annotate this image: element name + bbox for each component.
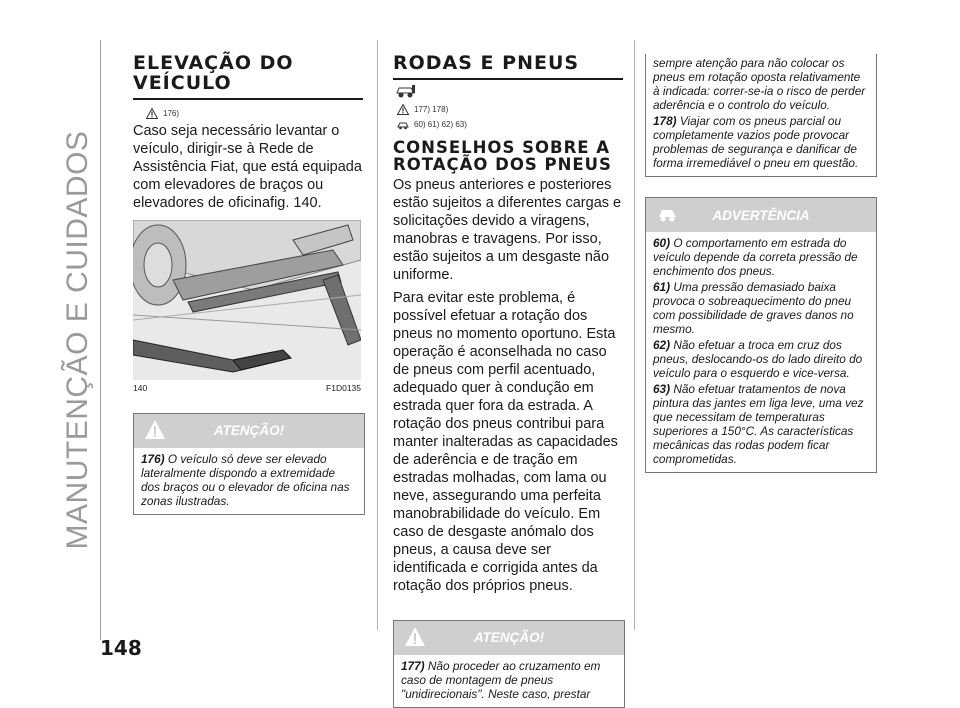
- warning-item-number: 176): [141, 451, 165, 466]
- page-number: 148: [100, 636, 142, 660]
- heading-line-2: VEÍCULO: [133, 71, 232, 94]
- warning-item-176: [141, 452, 357, 508]
- section-side-title: MANUTENÇÃO E CUIDADOS: [61, 130, 94, 550]
- notice-item-text: Uma pressão demasiado baixa provoca o sobreaquecimento do pneu com possibilidade de graves danos no mesmo.: [653, 280, 854, 336]
- column-wheels: [393, 54, 623, 708]
- figure-caption: [133, 383, 361, 393]
- warning-triangle-icon: [144, 419, 166, 441]
- warning-item-text: Viajar com os pneus parcial ou completamente vazios pode provocar problemas de segurança e danificar de forma irremediável o pneu em questão.: [653, 114, 859, 170]
- car-icon-row: [395, 83, 623, 104]
- notice-header: [646, 198, 876, 232]
- warning-item-text: Não proceder ao cruzamento em caso de montagem de pneus "unidirecionais". Neste caso, prestar: [401, 658, 601, 701]
- heading-rule: [133, 98, 363, 100]
- warning-item-number: 177): [401, 658, 425, 673]
- heading-wheels-tyres: RODAS E PNEUS: [393, 52, 580, 74]
- reference-line-1: [397, 104, 623, 115]
- warning-triangle-icon: [404, 626, 426, 648]
- warning-header: [394, 621, 624, 655]
- rotation-paragraph-1: Os pneus anteriores e posteriores estão sujeitos a diferentes cargas e solicitações devido a viragens, manobras e travagens. Por isso, estão sujeitos a um desgaste não uniforme.: [393, 176, 622, 283]
- warning-triangle-icon: [397, 104, 409, 115]
- heading-rule: [393, 78, 623, 80]
- warning-title: ATENÇÃO!: [473, 630, 545, 646]
- warning-body: [134, 448, 364, 514]
- notice-item-number: 60): [653, 236, 671, 250]
- column-divider-2: [634, 40, 635, 630]
- notice-item: [653, 338, 869, 380]
- warning-box-177: [393, 620, 625, 708]
- notice-item: [653, 280, 869, 336]
- warning-body: [394, 655, 624, 707]
- figure-code: F1D0135: [326, 382, 361, 393]
- rotation-paragraph-2: Para evitar este problema, é possível efetuar a rotação dos pneus no momento oportuno. Esta operação é aconselhada no caso de pneus com perfil acentuado, adequado quer à condução em estrada quer fora da estrada. A rotação dos pneus contribui para manter inalteradas as capacidades de aderência e de tração em estradas molhadas, com lama ou neve, assegurando uma perfeita manobrabilidade do veículo. Em caso de desgaste anómalo dos pneus, a causa deve ser identificada e corrigida antes da rotação dos próprios pneus.: [393, 289, 618, 594]
- lift-illustration: [133, 220, 361, 380]
- lifting-paragraph: Caso seja necessário levantar o veículo, dirigir-se à Rede de Assistência Fiat, que está equipada com elevadores de braços ou elevadores de oficinafig. 140.: [133, 122, 362, 211]
- subheading-line-1: CONSELHOS SOBRE A: [393, 137, 611, 157]
- reference-numbers: 176): [163, 108, 180, 118]
- vehicle-underbody-drawing: [133, 220, 361, 380]
- notice-item: [653, 236, 869, 278]
- notice-item-text: Não efetuar tratamentos de nova pintura das jantes em liga leve, uma vez que necessitam de temperaturas superiores a 150°C. As características mecânicas das rodas podem ficar comprometidas.: [653, 382, 864, 466]
- column-lifting: [133, 54, 363, 515]
- notice-body: [646, 232, 876, 472]
- column-divider-1: [377, 40, 378, 630]
- warning-box-176: [133, 413, 365, 515]
- figure-number: 140: [133, 382, 148, 393]
- warning-continuation-box: [645, 54, 877, 177]
- car-tyre-icon: [395, 83, 417, 99]
- warning-continued-text: sempre atenção para não colocar os pneus em rotação oposta relativamente à indicada: correr-se-ia o risco de perder aderência e o controlo do veículo.: [653, 56, 866, 112]
- warning-header: [134, 414, 364, 448]
- notice-item-text: O comportamento em estrada do veículo depende da correta pressão de enchimento dos pneus.: [653, 236, 858, 278]
- heading-lifting: [133, 54, 363, 94]
- notice-item-text: Não efetuar a troca em cruz dos pneus, deslocando-os do lado direito do veículo para o esquerdo e vice-versa.: [653, 338, 863, 380]
- reference-line: [146, 108, 363, 119]
- warning-continuation-body: [646, 54, 876, 176]
- notice-item: [653, 382, 869, 466]
- car-notice-icon: [397, 119, 409, 130]
- heading-line-1: ELEVAÇÃO DO: [133, 52, 294, 74]
- warning-item-178: [653, 114, 869, 170]
- car-notice-icon: [656, 203, 680, 225]
- subheading-line-2: ROTAÇÃO DOS PNEUS: [393, 155, 612, 175]
- warning-item-number: 178): [653, 114, 677, 128]
- reference-numbers-notice: 60) 61) 62) 63): [414, 119, 467, 129]
- notice-box: [645, 197, 877, 473]
- warning-title: ATENÇÃO!: [213, 423, 285, 439]
- column-warnings: [645, 54, 875, 473]
- notice-item-number: 61): [653, 280, 671, 294]
- reference-numbers-warning: 177) 178): [414, 104, 449, 114]
- warning-triangle-icon: [146, 108, 158, 119]
- notice-title: ADVERTÊNCIA: [712, 207, 810, 223]
- warning-item-text: O veículo só deve ser elevado lateralmente dispondo a extremidade dos braços ou o elevador de oficina nas zonas ilustradas.: [141, 451, 350, 508]
- notice-item-number: 63): [653, 382, 671, 396]
- subheading-tyre-rotation: [393, 139, 623, 174]
- notice-item-number: 62): [653, 338, 671, 352]
- warning-item-177: [401, 659, 617, 701]
- side-divider: [100, 40, 101, 640]
- reference-line-2: [397, 119, 623, 130]
